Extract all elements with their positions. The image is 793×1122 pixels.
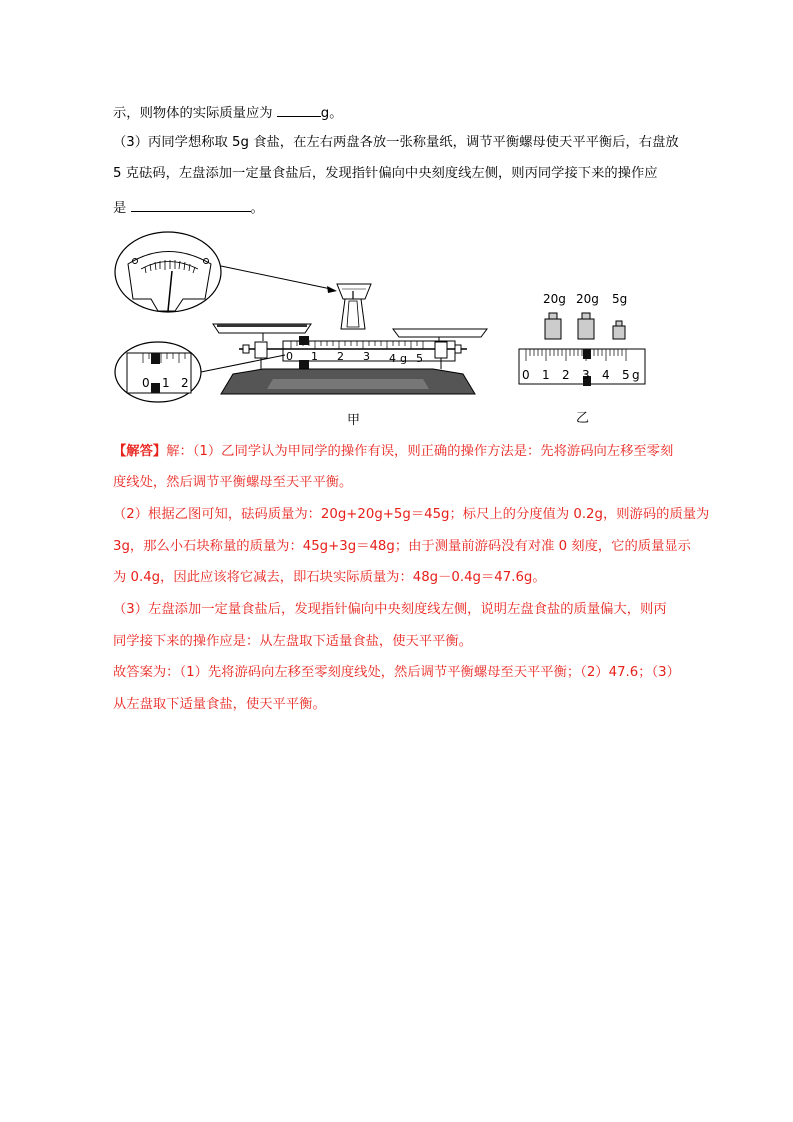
question-line-1 [113,102,343,124]
tick-label: 5 [416,352,423,365]
unit-text: g。 [320,106,343,121]
tick-label: 5 [622,368,630,382]
question-text: 示，则物体的实际质量应为 [113,106,273,121]
answer-line-2: 度线处，然后调节平衡螺母至天平平衡。 [113,475,353,490]
tick-label: 1 [311,350,318,363]
weight-label: 5g [612,292,628,306]
tick-label: 3 [363,350,370,363]
tick-label: 4 [602,368,610,382]
yi-ruler [519,349,645,386]
question-line-2: （3）丙同学想称取 5g 食盐，在左右两盘各放一张称量纸，调节平衡螺母使天平平衡后，右盘放 [113,135,679,150]
balance-dial [337,284,371,329]
punct-text: 。 [250,201,264,216]
answer-line-6: （3）左盘添加一定量食盐后，发现指针偏向中央刻度线左侧，说明左盘食盐的质量偏大，则丙 [113,602,667,617]
tick-label: g [632,368,640,382]
caption-jia: 甲 [347,413,361,428]
tick-label: 0 [142,376,150,390]
answer-line-9: 从左盘取下适量食盐，使天平平衡。 [113,697,326,712]
tick-label: 2 [337,350,344,363]
question-text: 是 [113,201,127,216]
tick-label: 1 [162,376,170,390]
caption-yi: 乙 [576,411,590,426]
answer-blank-2 [131,197,251,212]
tick-label: 0 [286,350,293,363]
tick-label: 0 [522,368,530,382]
answer-line-4: 3g，那么小石块称量的质量为：45g+3g＝48g；由于测量前游码没有对准 0 刻度，它的质量显示 [113,539,691,554]
answer-line-7: 同学接下来的操作应是：从左盘取下适量食盐，使天平平衡。 [113,634,473,649]
rider-weight [299,336,309,345]
answer-blank-1 [277,102,321,117]
tick-label: 2 [562,368,570,382]
tick-label: 2 [181,376,189,390]
tick-label: g [400,352,407,365]
weight-label: 20g [576,292,599,306]
question-line-4 [113,197,264,219]
scale-face-drawing [128,252,211,312]
answer-line-3: （2）根据乙图可知，砝码质量为：20g+20g+5g＝45g；标尺上的分度值为 0.2g，则游码的质量为 [113,507,710,522]
weight-label: 20g [543,292,566,306]
tick-label: 1 [542,368,550,382]
tick-label: 3 [582,368,590,382]
balance-diagram [113,229,653,429]
answer-line-1 [113,442,673,462]
answer-line-8: 故答案为：（1）先将游码向左移至零刻度线处，然后调节平衡螺母至天平平衡；（2）47.6；（3） [113,665,680,680]
tick-label: 4 [389,352,396,365]
balance-figure [113,229,653,429]
answer-text: 解：（1）乙同学认为甲同学的操作有误，则正确的操作方法是：先将游码向左移至零刻 [166,444,674,459]
weights-group [543,292,627,339]
answer-line-5: 为 0.4g，因此应该将它减去，即石块实际质量为：48g－0.4g＝47.6g。 [113,570,546,585]
question-line-3: 5 克砝码，左盘添加一定量食盐后，发现指针偏向中央刻度线左侧，则丙同学接下来的操作应 [113,166,658,181]
answer-tag: 【解答】 [113,444,167,459]
inset-ruler [127,353,191,393]
